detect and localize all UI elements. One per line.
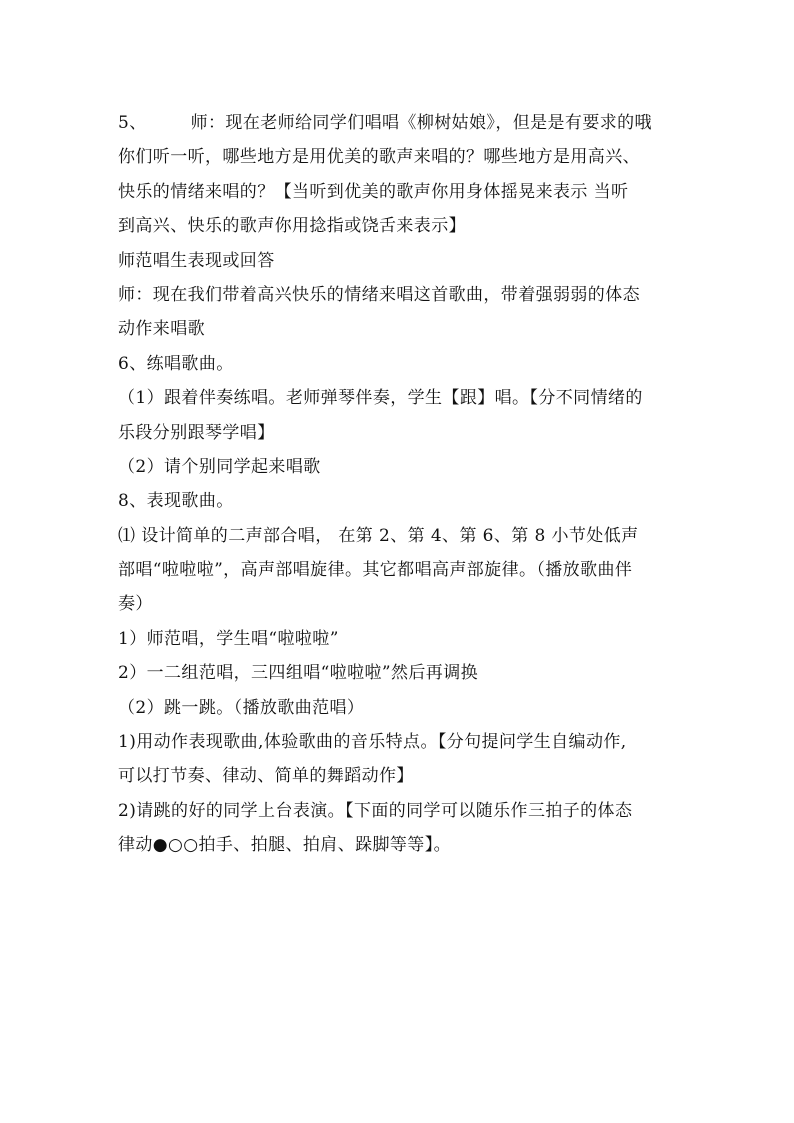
section-heading-8: 8、表现歌曲。 [118, 491, 234, 512]
text-line-20: 可以打节奏、律动、简单的舞蹈动作】 [118, 766, 414, 787]
text-line-3: 快乐的情绪来唱的？【当听到优美的歌声你用身体摇晃来表示 当听 [118, 181, 629, 202]
lesson-text [118, 106, 698, 863]
text-line-2: 你们听一听，哪些地方是用优美的歌声来唱的？哪些地方是用高兴、 [118, 147, 640, 168]
text-line-16: 1）师范唱，学生唱“啦啦啦” [118, 628, 339, 649]
text-line-5: 师范唱生表现或回答 [118, 250, 275, 271]
text-line-18: （2）跳一跳。（播放歌曲范唱） [118, 697, 365, 718]
text-line-7: 动作来唱歌 [118, 319, 205, 340]
text-line-13: ⑴ 设计简单的二声部合唱， 在第 2、第 4、第 6、第 8 小节处低声 [118, 525, 639, 546]
text-line-15: 奏） [118, 594, 153, 615]
text-line-10: 乐段分别跟琴学唱】 [118, 422, 275, 443]
text-line-9: （1）跟着伴奏练唱。老师弹琴伴奏，学生【跟】唱。【分不同情绪的 [118, 388, 643, 409]
text-line-17: 2）一二组范唱，三四组唱“啦啦啦”然后再调换 [118, 663, 478, 684]
text-line-11: （2）请个别同学起来唱歌 [118, 456, 321, 477]
text-line-21: 2)请跳的好的同学上台表演。【下面的同学可以随乐作三拍子的体态 [118, 800, 633, 821]
item-number-5: 5、 [118, 113, 147, 133]
section-heading-6: 6、练唱歌曲。 [118, 353, 234, 374]
text-line-6: 师：现在我们带着高兴快乐的情绪来唱这首歌曲，带着强弱弱的体态 [118, 284, 640, 305]
text-line-19: 1)用动作表现歌曲,体验歌曲的音乐特点。【分句提问学生自编动作, [118, 732, 627, 753]
text-line-22: 律动●○○拍手、拍腿、拍肩、跺脚等等】。 [118, 835, 451, 856]
text-line-1 [118, 106, 698, 140]
text-line-14: 部唱“啦啦啦”，高声部唱旋律。其它都唱高声部旋律。（播放歌曲伴 [118, 560, 633, 581]
text-line-4: 到高兴、快乐的歌声你用捻指或饶舌来表示】 [118, 216, 466, 237]
teacher-instruction: 师：现在老师给同学们唱唱《柳树姑娘》，但是是有要求的哦 [190, 113, 652, 133]
